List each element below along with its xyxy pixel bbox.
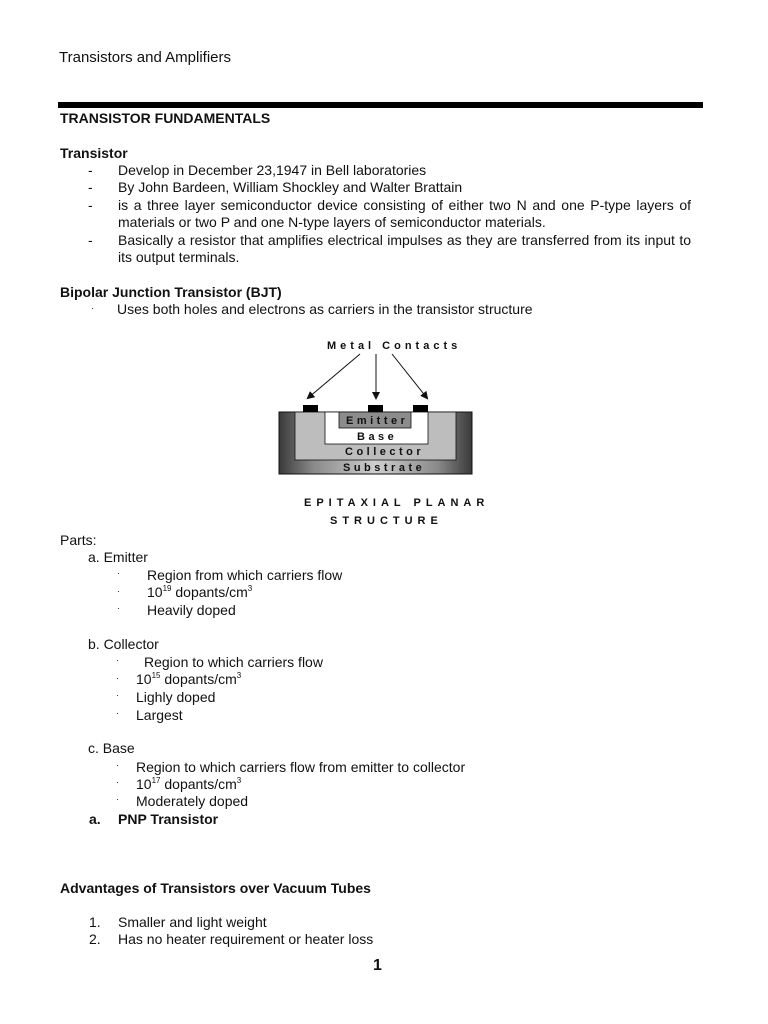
heading-rule (58, 102, 703, 108)
bullet-dot: · (117, 603, 120, 613)
dash-marker: - (88, 197, 93, 213)
dash-marker: - (88, 232, 93, 248)
bjt-bullet: Uses both holes and electrons as carriers in the transistor structure (117, 301, 533, 317)
bullet-dot: · (117, 568, 120, 578)
diagram-caption-line1: EPITAXIAL PLANAR (304, 497, 490, 509)
transistor-heading: Transistor (60, 145, 128, 161)
metal-contact-left (303, 405, 318, 412)
collector-layer-label: Collector (345, 446, 425, 458)
base-heading: c. Base (88, 740, 135, 756)
bullet-dot: · (116, 655, 119, 665)
bullet-dot: · (117, 586, 120, 596)
collector-item-3: Lighly doped (136, 689, 216, 705)
transistor-item-4: Basically a resistor that amplifies electrical impulses as they are transferred from its input to its output terminals. (118, 232, 691, 265)
base-item-1: Region to which carriers flow from emitter to collector (136, 759, 466, 775)
arrow-right (392, 354, 427, 398)
metal-contact-right (413, 405, 428, 412)
diagram-caption-line2: STRUCTURE (330, 515, 443, 527)
transistor-item-3: is a three layer semiconductor device consisting of either two N and one P-type layers of materials or two P and one N-type layers of semiconductor materials. (118, 197, 691, 230)
bullet-dot: · (116, 777, 119, 787)
page-number: 1 (373, 957, 382, 974)
parts-heading: Parts: (60, 532, 97, 548)
collector-item-2: $10^{15}$ dopants/$cm^3$ (136, 671, 242, 687)
transistor-item-2: By John Bardeen, William Shockley and Walter Brattain (118, 179, 463, 195)
collector-item-1: Region to which carriers flow (144, 654, 323, 670)
emitter-item-2: $10^{19}$ dopants/$cm^3$ (147, 584, 253, 600)
arrow-left (308, 354, 360, 398)
page-title: Transistors and Amplifiers (59, 49, 232, 66)
emitter-heading: a. Emitter (88, 549, 148, 565)
emitter-item-1: Region from which carriers flow (147, 567, 343, 583)
collector-heading: b. Collector (88, 636, 159, 652)
dash-marker: - (88, 179, 93, 195)
bullet-dot: · (116, 690, 119, 700)
base-item-3: Moderately doped (136, 793, 249, 809)
advantage-item-1: Smaller and light weight (118, 914, 267, 930)
advantages-heading: Advantages of Transistors over Vacuum Tubes (60, 880, 371, 896)
bullet-dot: · (91, 303, 94, 313)
emitter-layer-label: Emitter (346, 415, 409, 427)
advantage-num-2: 2. (89, 931, 101, 947)
dash-marker: - (88, 162, 93, 178)
base-layer-label: Base (357, 431, 398, 443)
pnp-marker: a. (89, 811, 101, 827)
transistor-item-1: Develop in December 23,1947 in Bell laboratories (118, 162, 427, 178)
bjt-heading: Bipolar Junction Transistor (BJT) (60, 284, 282, 300)
bullet-dot: · (116, 708, 119, 718)
advantage-num-1: 1. (89, 914, 101, 930)
pnp-label: PNP Transistor (118, 811, 219, 827)
base-item-2: $10^{17}$ dopants/$cm^3$ (136, 776, 242, 792)
emitter-item-3: Heavily doped (147, 602, 236, 618)
metal-contact-middle (368, 405, 383, 412)
bullet-dot: · (116, 673, 119, 683)
advantage-item-2: Has no heater requirement or heater loss (118, 931, 374, 947)
section-heading: TRANSISTOR FUNDAMENTALS (60, 110, 271, 126)
bullet-dot: · (116, 794, 119, 804)
substrate-layer-label: Substrate (343, 462, 426, 474)
collector-item-4: Largest (136, 707, 183, 723)
bullet-dot: · (116, 760, 119, 770)
metal-contacts-label: Metal Contacts (327, 340, 462, 352)
